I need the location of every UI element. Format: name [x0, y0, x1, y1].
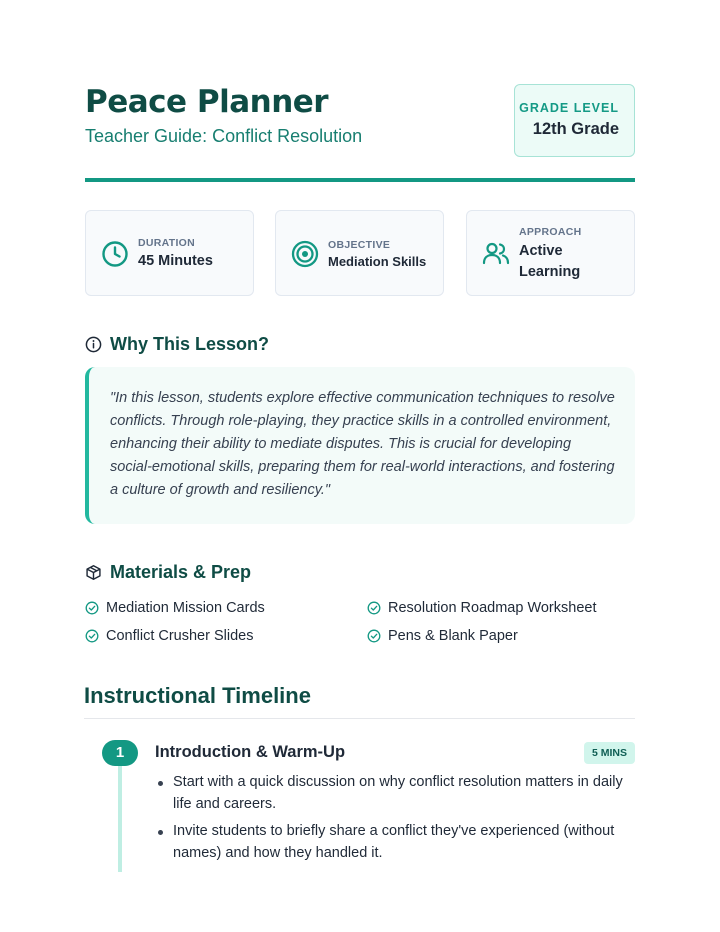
check-circle-icon: [367, 629, 381, 643]
step-bullet-list: [157, 772, 627, 870]
approach-value: [519, 241, 580, 283]
approach-value-line1: Active: [519, 243, 563, 259]
material-item: [367, 628, 518, 644]
timeline-divider: [84, 718, 635, 719]
objective-value: Mediation Skills: [328, 254, 427, 269]
page-title: Peace Planner: [85, 84, 329, 120]
page-subtitle: Teacher Guide: Conflict Resolution: [85, 126, 363, 146]
duration-value: 45 Minutes: [138, 253, 213, 269]
grade-level-value: 12th Grade: [532, 120, 619, 138]
check-circle-icon: [85, 601, 99, 615]
step-duration-badge: 5 MINS: [584, 742, 635, 764]
info-icon: [85, 336, 102, 353]
approach-value-line2: Learning: [519, 264, 581, 280]
why-section-heading: [85, 334, 269, 355]
objective-label: OBJECTIVE: [328, 239, 391, 251]
materials-section-title: Materials & Prep: [110, 562, 252, 582]
timeline-heading: Instructional Timeline: [84, 683, 311, 708]
material-item: [85, 628, 253, 644]
duration-label: DURATION: [138, 237, 196, 249]
check-circle-icon: [85, 629, 99, 643]
grade-level-box: [514, 84, 635, 157]
header-divider: [85, 178, 635, 182]
approach-card: [466, 210, 635, 296]
step-number-badge: 1: [102, 740, 138, 766]
users-icon: [481, 239, 511, 269]
materials-section-heading: [85, 562, 251, 583]
material-item-label: Mediation Mission Cards: [106, 600, 265, 616]
package-icon: [85, 564, 102, 581]
clock-icon: [100, 239, 130, 269]
check-circle-icon: [367, 601, 381, 615]
material-item-label: Resolution Roadmap Worksheet: [388, 600, 597, 616]
material-item-label: Conflict Crusher Slides: [106, 628, 254, 644]
approach-label: APPROACH: [519, 226, 582, 238]
quote-text: "In this lesson, students explore effective communication techniques to resolve conflicts. Through role-playing, they practice skills in a controlled environment, enhancing their ability to mediate disputes. This is crucial for developing social-emotional skills, preparing them for real-world interactions, and fostering a culture of growth and resiliency.": [110, 390, 615, 498]
why-section-title: Why This Lesson?: [110, 334, 270, 354]
material-item: [367, 600, 596, 616]
grade-level-label: GRADE LEVEL: [519, 101, 619, 115]
duration-card: [85, 210, 254, 296]
material-item: [85, 600, 265, 616]
timeline-connector: [118, 760, 122, 872]
step-bullet: Invite students to briefly share a conflict they've experienced (without names) and how they handled it.: [157, 821, 627, 864]
target-icon: [290, 239, 320, 269]
material-item-label: Pens & Blank Paper: [388, 628, 518, 644]
step-title: Introduction & Warm-Up: [155, 743, 346, 761]
lesson-rationale-quote: [85, 367, 635, 524]
step-bullet: Start with a quick discussion on why conflict resolution matters in daily life and careers.: [157, 772, 627, 815]
objective-card: [275, 210, 444, 296]
